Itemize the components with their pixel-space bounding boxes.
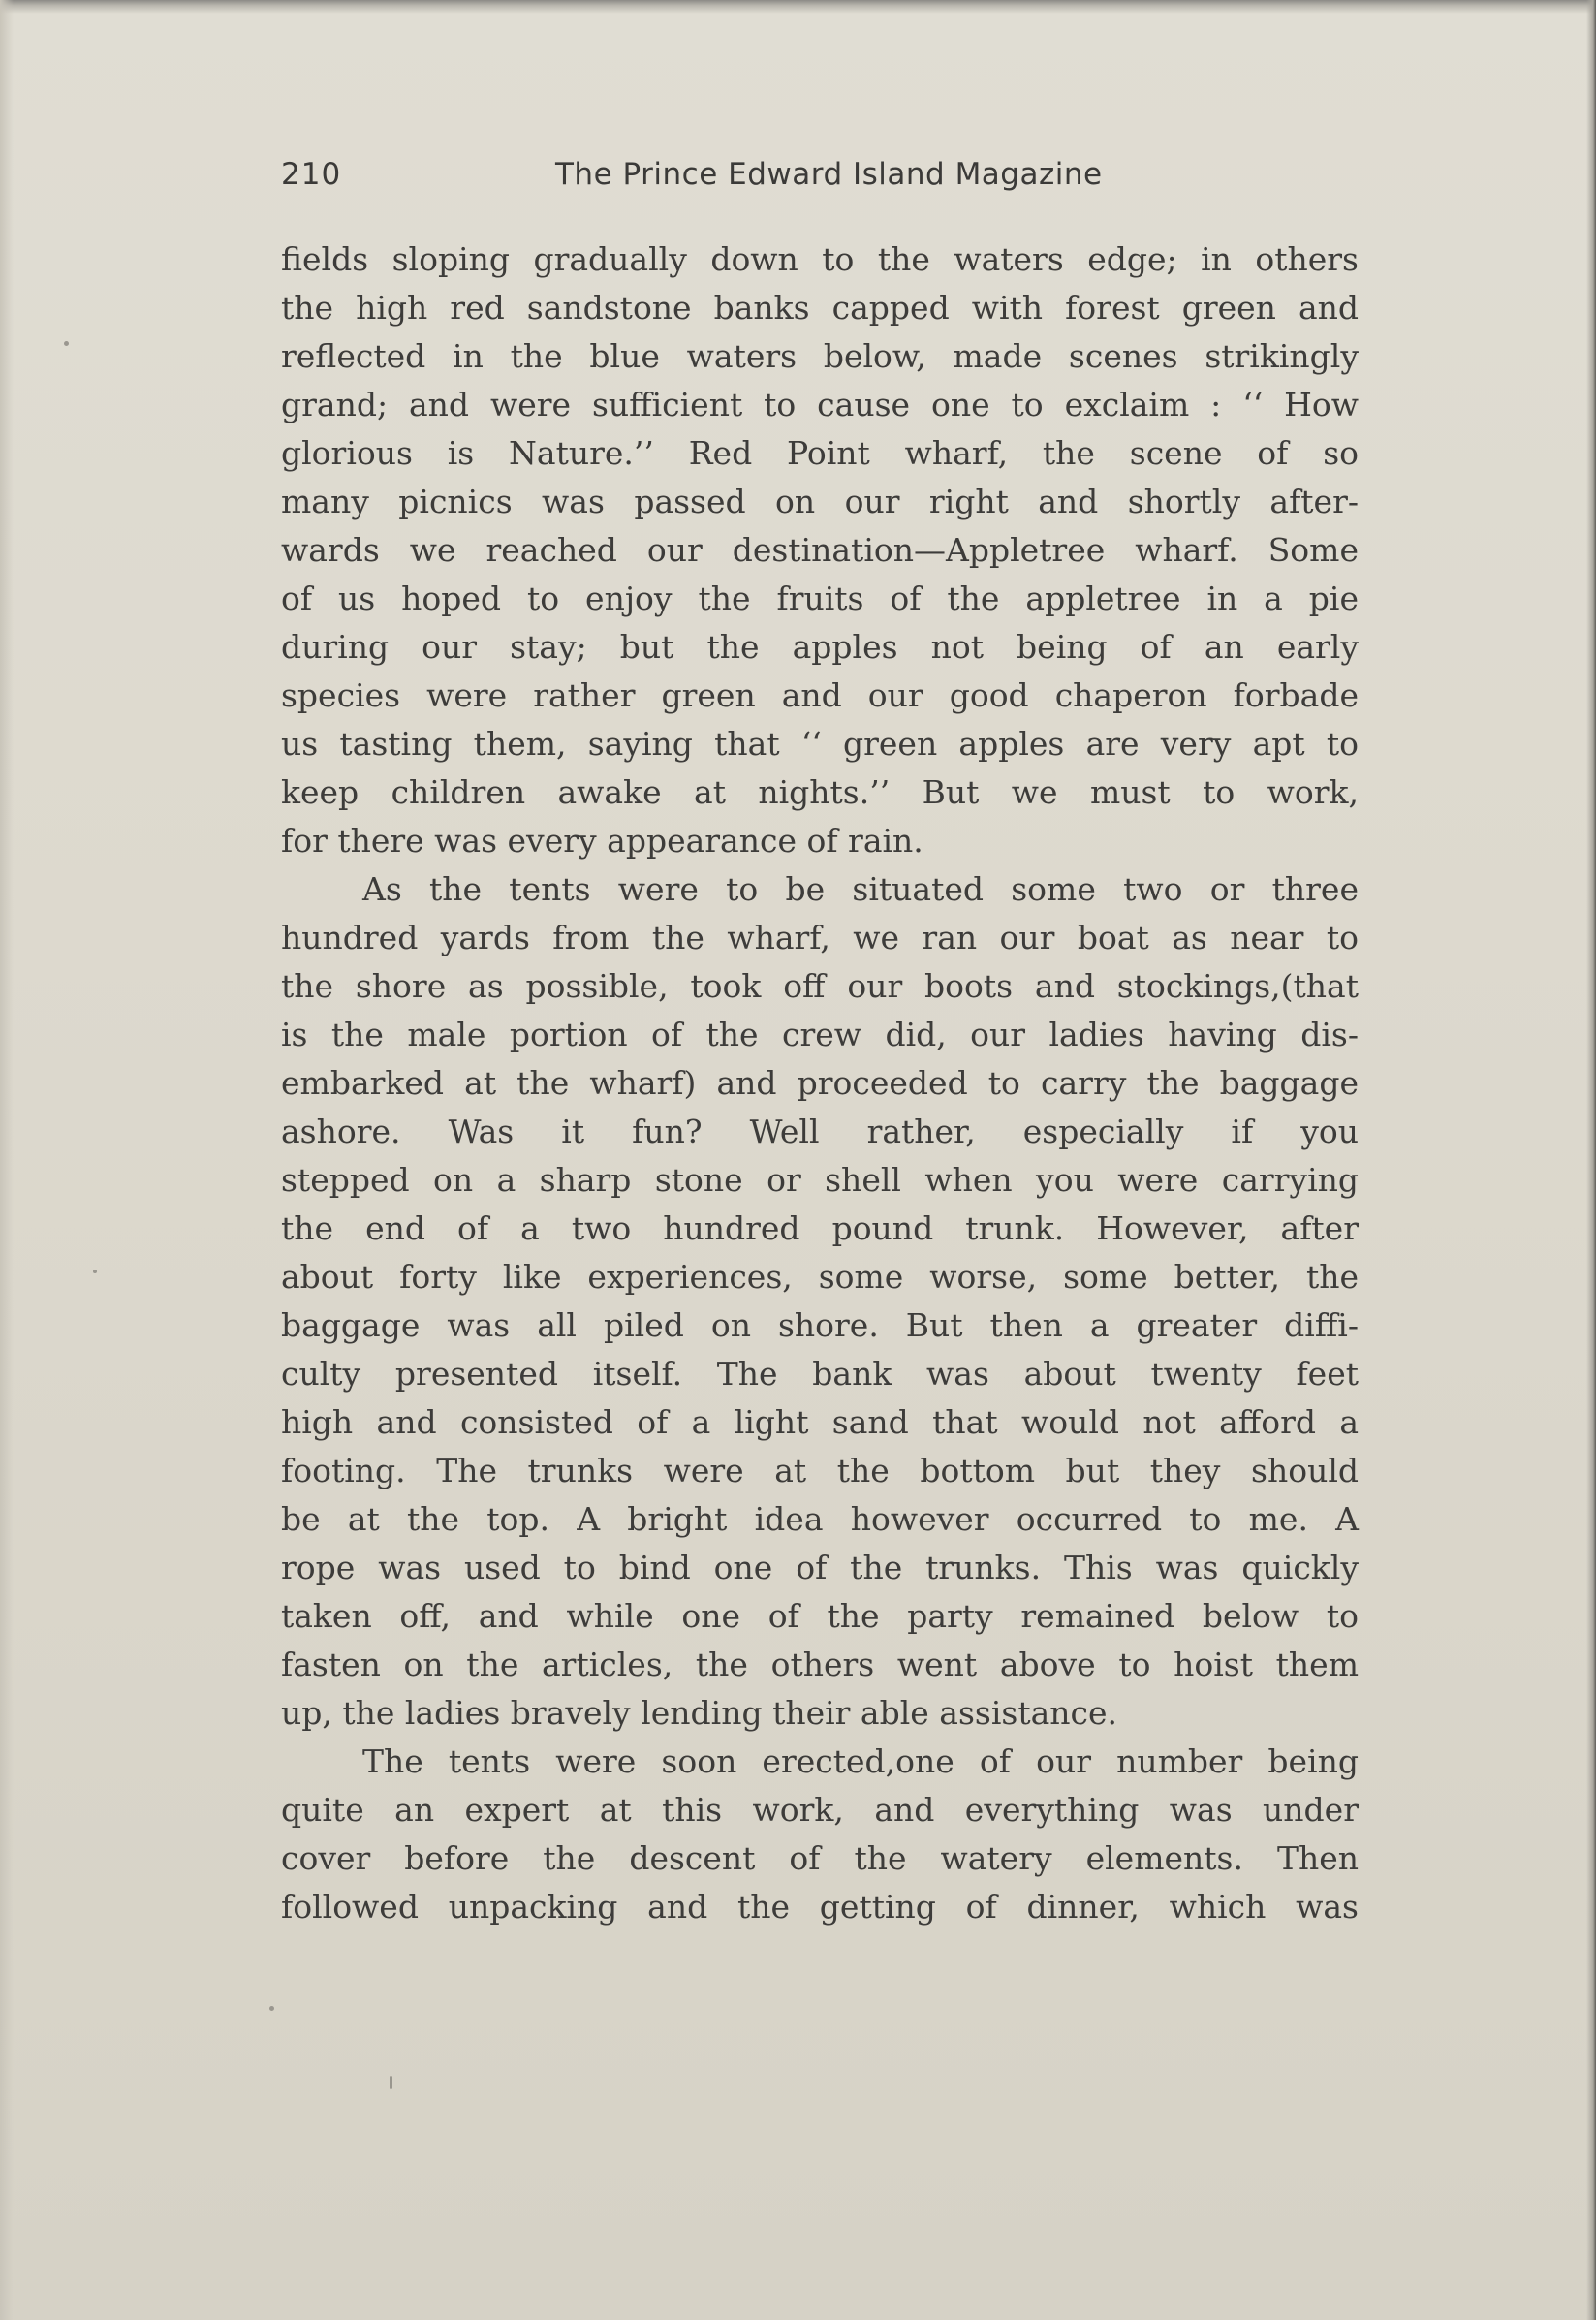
article-body (281, 235, 1359, 1931)
text-line: keep children awake at nights.’’ But we must to work, (281, 773, 1359, 811)
paper-speck (64, 341, 69, 346)
text-line: embarked at the wharf) and proceeded to carry the baggage (281, 1064, 1359, 1102)
text-line: glorious is Nature.’’ Red Point wharf, the scene of so (281, 434, 1359, 472)
text-line: stepped on a sharp stone or shell when you were carrying (281, 1161, 1359, 1199)
text-line: grand; and were sufficient to cause one to exclaim : ‘‘ How (281, 386, 1359, 423)
text-line: baggage was all piled on shore. But then a greater diffi- (281, 1306, 1359, 1344)
text-line: the high red sandstone banks capped with forest green and (281, 289, 1359, 327)
text-line: is the male portion of the crew did, our ladies having dis- (281, 1016, 1359, 1053)
text-line: rope was used to bind one of the trunks. This was quickly (281, 1549, 1359, 1586)
page-top-shadow (0, 0, 1596, 14)
page-header (281, 153, 1357, 202)
text-line: The tents were soon erected,one of our number being (362, 1742, 1359, 1780)
text-line: taken off, and while one of the party remained below to (281, 1597, 1359, 1635)
running-title: The Prince Edward Island Magazine (555, 157, 1103, 192)
text-line: cover before the descent of the watery elements. Then (281, 1839, 1359, 1877)
text-line: followed unpacking and the getting of dinner, which was (281, 1888, 1359, 1926)
text-line: for there was every appearance of rain. (281, 822, 923, 860)
text-line: species were rather green and our good chaperon forbade (281, 676, 1359, 714)
text-line: be at the top. A bright idea however occurred to me. A (281, 1500, 1359, 1538)
text-line: many picnics was passed on our right and shortly after- (281, 483, 1359, 520)
paragraph-2 (281, 865, 1359, 1738)
text-line: the shore as possible, took off our boots and stockings,(that (281, 967, 1359, 1005)
paper-speck (93, 1270, 97, 1273)
text-line: As the tents were to be situated some two or three (362, 870, 1359, 908)
text-line: fasten on the articles, the others went above to hoist them (281, 1646, 1359, 1683)
paragraph-3 (281, 1738, 1359, 1931)
paragraph-1 (281, 235, 1359, 865)
paper-speck (390, 2076, 392, 2089)
paper-speck (269, 2006, 274, 2011)
page-left-edge (0, 0, 14, 2320)
text-line: hundred yards from the wharf, we ran our boat as near to (281, 919, 1359, 956)
text-line: the end of a two hundred pound trunk. However, after (281, 1209, 1359, 1247)
text-line: wards we reached our destination—Appletree wharf. Some (281, 531, 1359, 569)
text-line: of us hoped to enjoy the fruits of the appletree in a pie (281, 580, 1359, 617)
text-line: about forty like experiences, some worse, some better, the (281, 1258, 1359, 1296)
text-line: up, the ladies bravely lending their able assistance. (281, 1694, 1118, 1732)
page-right-edge (1586, 0, 1596, 2320)
text-line: reflected in the blue waters below, made scenes strikingly (281, 337, 1359, 375)
text-line: high and consisted of a light sand that would not afford a (281, 1403, 1359, 1441)
text-line: culty presented itself. The bank was about twenty feet (281, 1355, 1359, 1393)
text-line: us tasting them, saying that ‘‘ green apples are very apt to (281, 725, 1359, 763)
text-line: footing. The trunks were at the bottom but they should (281, 1452, 1359, 1489)
text-line: quite an expert at this work, and everything was under (281, 1791, 1359, 1829)
page-number: 210 (281, 157, 342, 192)
text-line: ashore. Was it fun? Well rather, especially if you (281, 1113, 1359, 1150)
text-line: during our stay; but the apples not being of an early (281, 628, 1359, 666)
text-line: fields sloping gradually down to the waters edge; in others (281, 240, 1359, 278)
